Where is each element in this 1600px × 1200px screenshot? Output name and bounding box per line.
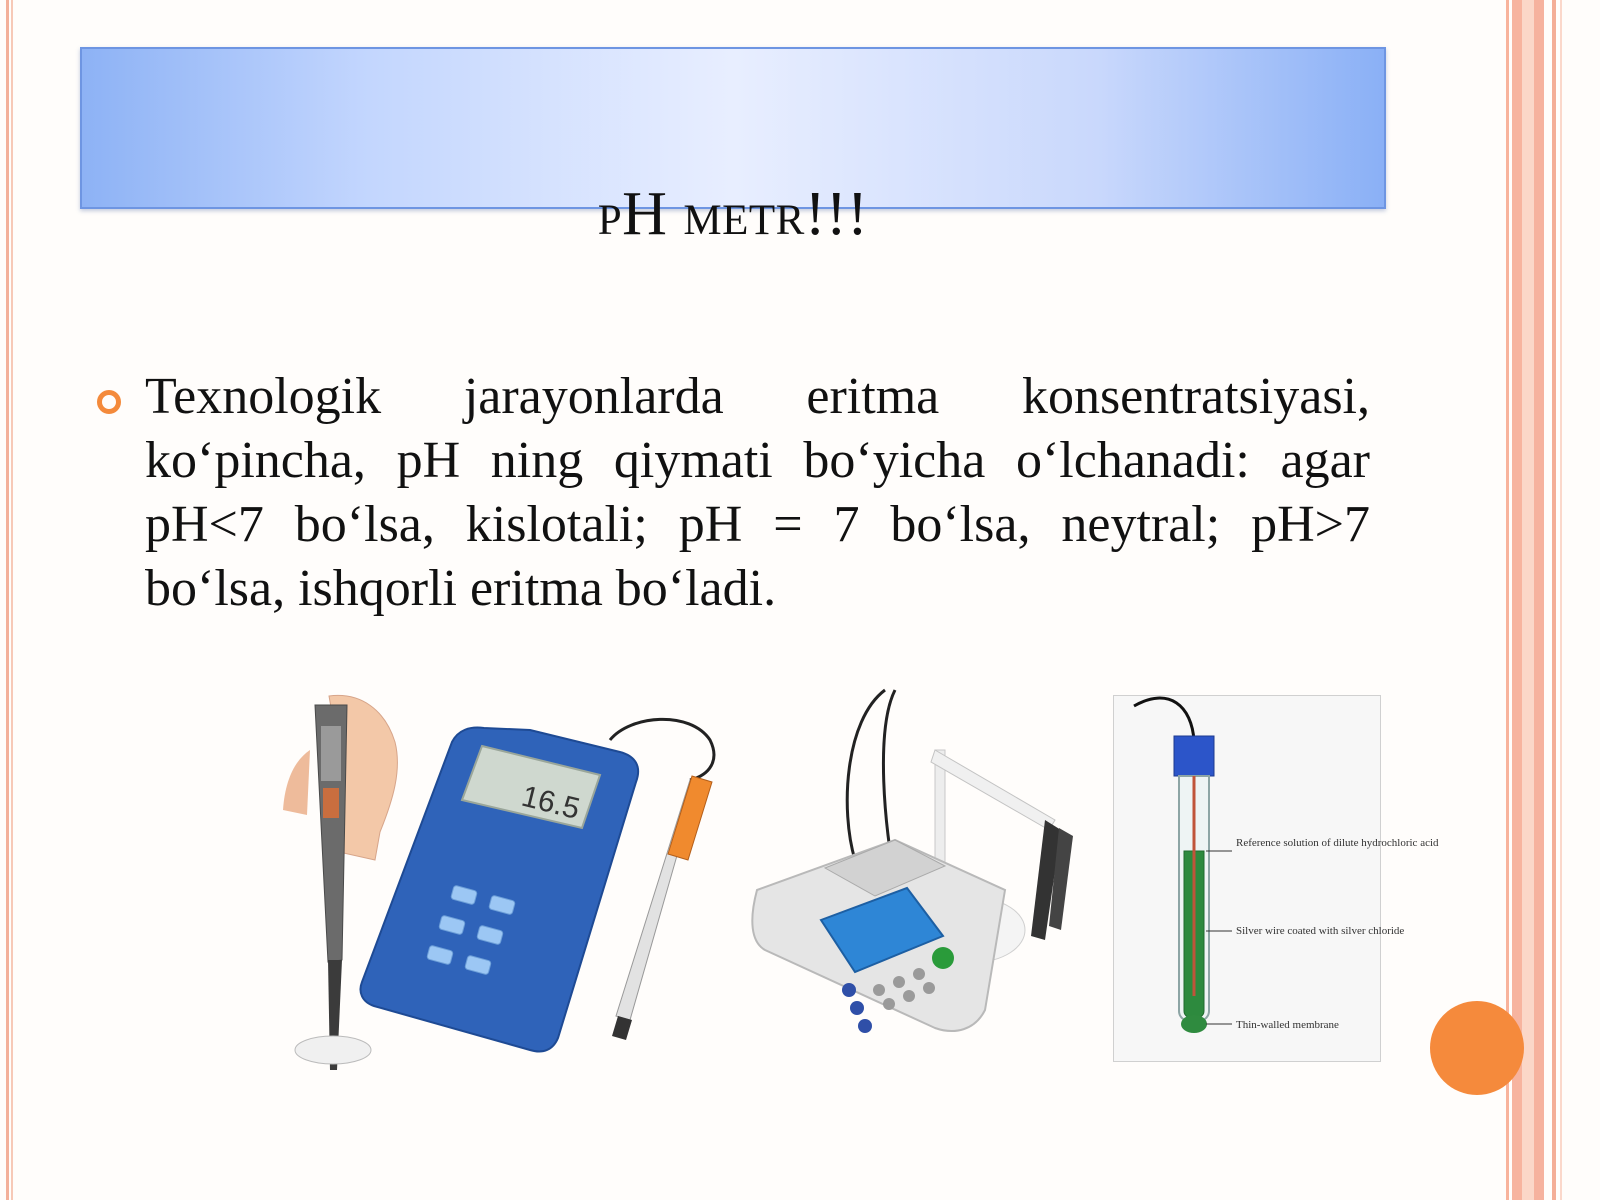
- electrode-label-silver-wire: Silver wire coated with silver chloride: [1236, 925, 1405, 937]
- circle-bullet-icon: [97, 390, 121, 414]
- left-decor-line: [6, 0, 9, 1200]
- right-decor-stripe: [1522, 0, 1534, 1200]
- handheld-ph-meter-image: [360, 720, 790, 1050]
- benchtop-ph-meter-icon: [745, 690, 1155, 1045]
- handheld-display: 16.5: [518, 779, 583, 826]
- electrode-label-membrane: Thin-walled membrane: [1236, 1019, 1339, 1031]
- right-decor-stripe: [1552, 0, 1556, 1200]
- ph-meter-images: [170, 650, 1439, 1080]
- electrode-label-reference: Reference solution of dilute hydrochloric acid: [1236, 837, 1439, 849]
- orange-decor-dot: [1430, 1001, 1524, 1095]
- right-decor-stripe: [1560, 0, 1562, 1200]
- slide-title: pH metr!!!: [597, 180, 869, 248]
- svg-text:Reference solution of dilute h: [1236, 837, 1439, 849]
- handheld-ph-meter-icon: [360, 720, 790, 1050]
- title-bar: [80, 47, 1386, 248]
- electrode-diagram: [1114, 696, 1439, 1063]
- body-text: Texnologik jarayonlarda eritma konsentratsiyasi, ko‘pincha, pH ning qiymati bo‘yicha o‘lchanadi: agar pH<7 bo‘lsa, kislotali; pH = 7 bo‘lsa, neytral; pH>7 bo‘lsa, ishqorli eritma bo‘ladi.: [145, 368, 1370, 617]
- left-decor-line: [11, 0, 13, 1200]
- right-decor-stripe: [1534, 0, 1544, 1200]
- benchtop-ph-meter-image: [745, 690, 1155, 1045]
- electrode-diagram-image: [1113, 695, 1439, 1062]
